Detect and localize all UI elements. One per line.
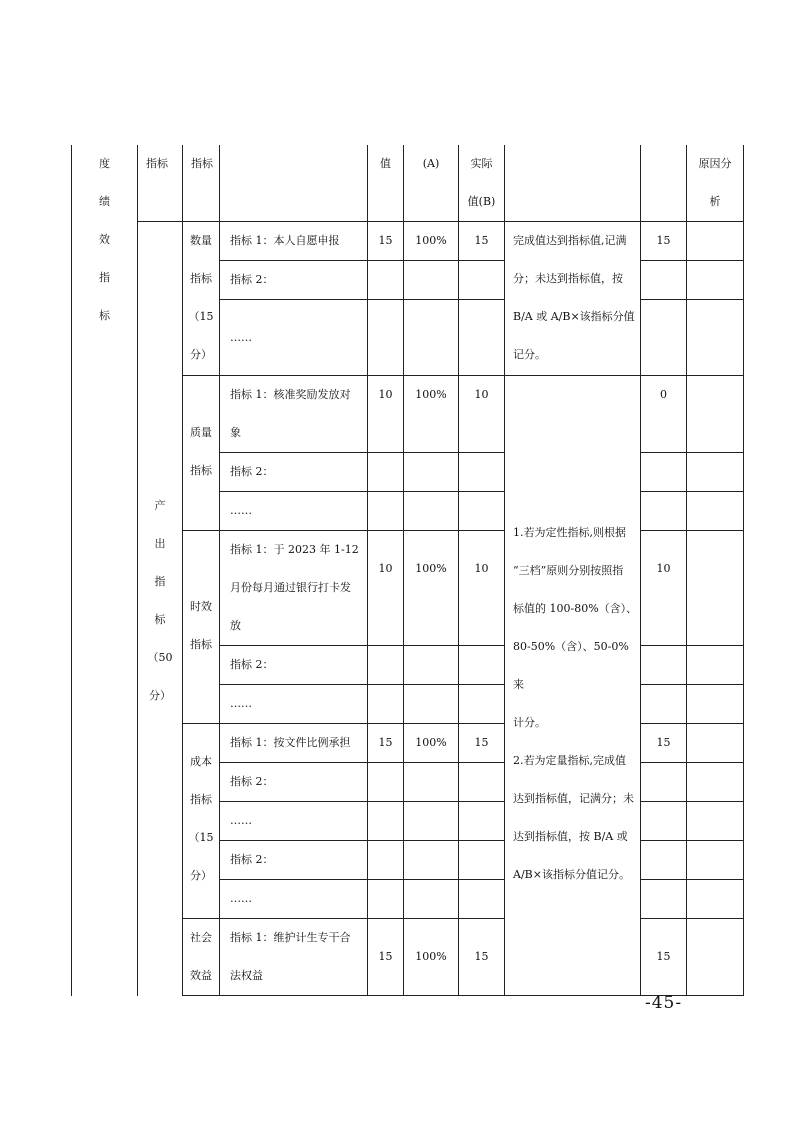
reason-cell bbox=[687, 261, 744, 300]
header-scoring-rule bbox=[505, 145, 641, 222]
actual-value bbox=[459, 300, 505, 376]
indicator-name: 指标 1：于 2023 年 1-12 月份每月通过银行打卡发 放 bbox=[220, 531, 368, 646]
target-value: 15 bbox=[368, 222, 404, 261]
completion-pct: 100% bbox=[404, 724, 459, 763]
reason-cell bbox=[687, 376, 744, 453]
target-value bbox=[368, 646, 404, 685]
table-row bbox=[72, 222, 744, 261]
completion-pct bbox=[404, 685, 459, 724]
target-value bbox=[368, 261, 404, 300]
performance-indicator-table bbox=[71, 145, 744, 996]
target-value bbox=[368, 841, 404, 880]
reason-cell bbox=[687, 453, 744, 492]
actual-value: 10 bbox=[459, 376, 505, 453]
header-completion-a: (A) bbox=[404, 145, 459, 222]
completion-pct bbox=[404, 763, 459, 802]
completion-pct bbox=[404, 646, 459, 685]
reason-cell bbox=[687, 646, 744, 685]
actual-value bbox=[459, 685, 505, 724]
completion-pct bbox=[404, 880, 459, 919]
reason-cell bbox=[687, 300, 744, 376]
actual-value bbox=[459, 492, 505, 531]
actual-value bbox=[459, 802, 505, 841]
group-timeliness-cell: 时效 指标 bbox=[183, 531, 220, 724]
scoring-rule-quantity: 完成值达到指标值,记满 分；未达到指标值，按 B/A 或 A/B×该指标分值 记分。 bbox=[505, 222, 641, 376]
reason-cell bbox=[687, 724, 744, 763]
reason-cell bbox=[687, 763, 744, 802]
score: 15 bbox=[641, 724, 687, 763]
score bbox=[641, 802, 687, 841]
reason-cell bbox=[687, 841, 744, 880]
group-cost-cell: 成本 指标 （15 分） bbox=[183, 724, 220, 919]
target-value: 15 bbox=[368, 724, 404, 763]
completion-pct bbox=[404, 841, 459, 880]
indicator-name: …… bbox=[220, 492, 368, 531]
score: 10 bbox=[641, 531, 687, 646]
actual-value bbox=[459, 453, 505, 492]
actual-value: 15 bbox=[459, 919, 505, 996]
indicator-name: 指标 1：维护计生专干合 法权益 bbox=[220, 919, 368, 996]
score bbox=[641, 880, 687, 919]
indicator-name: …… bbox=[220, 685, 368, 724]
header-indicator-name bbox=[220, 145, 368, 222]
score bbox=[641, 492, 687, 531]
reason-cell bbox=[687, 222, 744, 261]
level1-indicator-cell: 度 绩 效 指 标 bbox=[72, 145, 138, 996]
score bbox=[641, 841, 687, 880]
indicator-name: …… bbox=[220, 300, 368, 376]
indicator-name: 指标 2： bbox=[220, 261, 368, 300]
actual-value bbox=[459, 646, 505, 685]
level2-output-indicator-cell: 产 出 指 标 （50 分） bbox=[138, 222, 183, 996]
group-quality-cell: 质量 指标 bbox=[183, 376, 220, 531]
actual-value bbox=[459, 880, 505, 919]
header-level3: 指标 bbox=[183, 145, 220, 222]
target-value: 15 bbox=[368, 919, 404, 996]
target-value bbox=[368, 880, 404, 919]
table-header-row bbox=[72, 145, 744, 222]
completion-pct bbox=[404, 802, 459, 841]
indicator-name: 指标 1：核准奖励发放对 象 bbox=[220, 376, 368, 453]
target-value bbox=[368, 453, 404, 492]
completion-pct bbox=[404, 261, 459, 300]
page-number: -45- bbox=[645, 993, 683, 1013]
indicator-name: …… bbox=[220, 880, 368, 919]
completion-pct bbox=[404, 300, 459, 376]
target-value: 10 bbox=[368, 531, 404, 646]
actual-value: 15 bbox=[459, 724, 505, 763]
completion-pct: 100% bbox=[404, 376, 459, 453]
target-value bbox=[368, 300, 404, 376]
score bbox=[641, 261, 687, 300]
header-actual-value: 实际 值(B) bbox=[459, 145, 505, 222]
score bbox=[641, 685, 687, 724]
indicator-name: …… bbox=[220, 802, 368, 841]
completion-pct: 100% bbox=[404, 531, 459, 646]
score bbox=[641, 300, 687, 376]
actual-value bbox=[459, 841, 505, 880]
reason-cell bbox=[687, 685, 744, 724]
group-social-cell: 社会 效益 bbox=[183, 919, 220, 996]
reason-cell bbox=[687, 919, 744, 996]
indicator-name: 指标 1：按文件比例承担 bbox=[220, 724, 368, 763]
reason-cell bbox=[687, 492, 744, 531]
score: 15 bbox=[641, 222, 687, 261]
indicator-name: 指标 1：本人自愿申报 bbox=[220, 222, 368, 261]
header-target-value: 值 bbox=[368, 145, 404, 222]
reason-cell bbox=[687, 880, 744, 919]
target-value bbox=[368, 492, 404, 531]
target-value bbox=[368, 802, 404, 841]
reason-cell bbox=[687, 802, 744, 841]
actual-value: 15 bbox=[459, 222, 505, 261]
score: 15 bbox=[641, 919, 687, 996]
indicator-name: 指标 2： bbox=[220, 646, 368, 685]
header-reason: 原因分 析 bbox=[687, 145, 744, 222]
completion-pct bbox=[404, 453, 459, 492]
score: 0 bbox=[641, 376, 687, 453]
reason-cell bbox=[687, 531, 744, 646]
completion-pct: 100% bbox=[404, 222, 459, 261]
target-value bbox=[368, 763, 404, 802]
completion-pct bbox=[404, 492, 459, 531]
completion-pct: 100% bbox=[404, 919, 459, 996]
actual-value bbox=[459, 261, 505, 300]
score bbox=[641, 763, 687, 802]
indicator-name: 指标 2： bbox=[220, 453, 368, 492]
actual-value: 10 bbox=[459, 531, 505, 646]
indicator-name: 指标 2： bbox=[220, 841, 368, 880]
group-quantity-cell: 数量 指标 （15 分） bbox=[183, 222, 220, 376]
indicator-name: 指标 2： bbox=[220, 763, 368, 802]
score bbox=[641, 646, 687, 685]
score bbox=[641, 453, 687, 492]
target-value: 10 bbox=[368, 376, 404, 453]
header-level2: 指标 bbox=[138, 145, 183, 222]
actual-value bbox=[459, 763, 505, 802]
header-score bbox=[641, 145, 687, 222]
target-value bbox=[368, 685, 404, 724]
scoring-rule-general: 1.若为定性指标,则根据 “三档”原则分别按照指 标值的 100-80%（含）、 80-50%（含）、50-0%来 计分。 2.若为定量指标,完成值 达到指标值，记满分；未 达到指标值，按 B/A 或 A/B×该指标分值记分。 bbox=[505, 376, 641, 996]
